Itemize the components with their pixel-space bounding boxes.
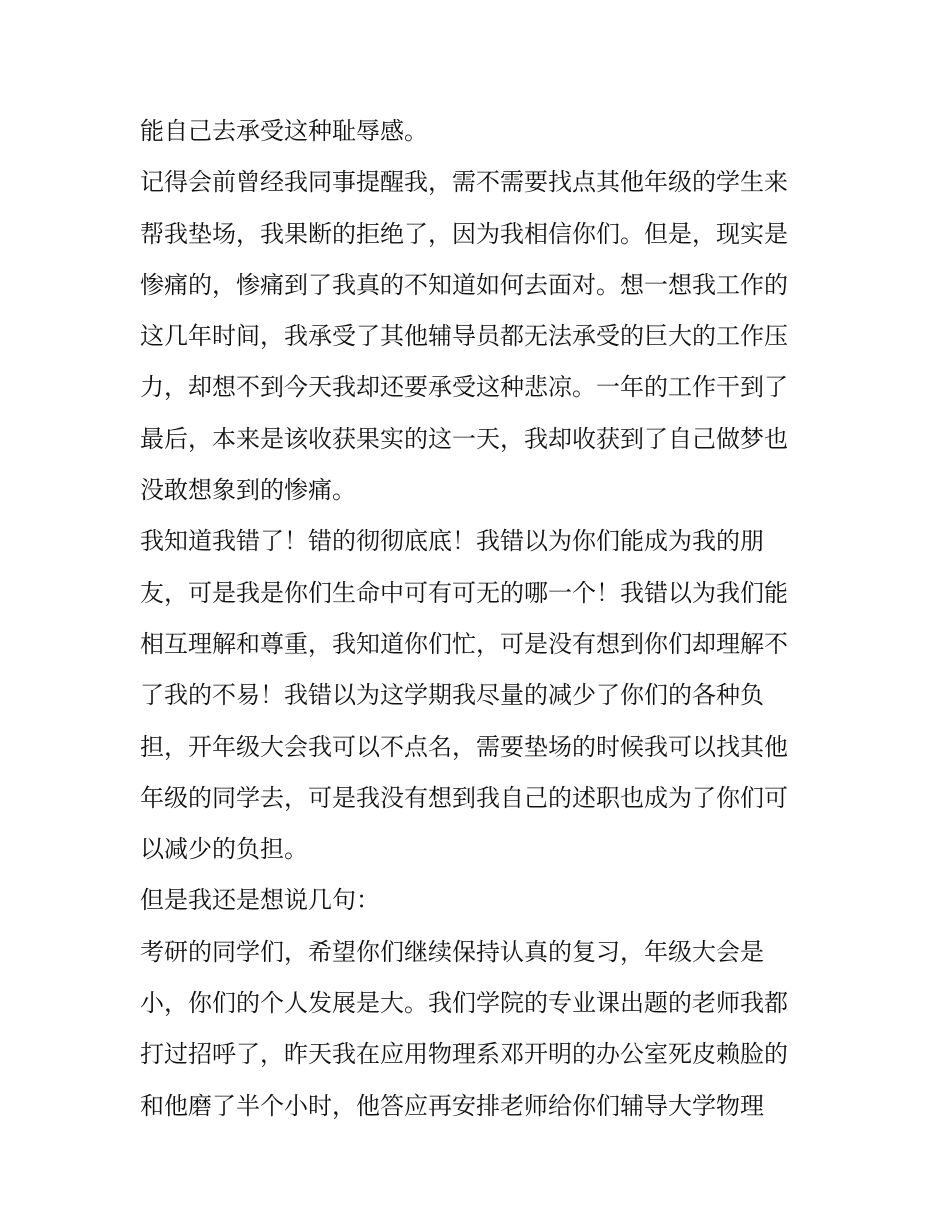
- document-body: [140, 106, 820, 1132]
- text-line: 能自己去承受这种耻辱感。: [140, 117, 428, 145]
- text-line: 力，却想不到今天我却还要承受这种悲凉。一年的工作干到了: [140, 373, 788, 402]
- text-line: 了我的不易！我错以为这学期我尽量的减少了你们的各种负: [140, 681, 764, 710]
- text-line: 最后，本来是该收获果实的这一天，我却收获到了自己做梦也: [140, 424, 788, 453]
- text-line: 小，你们的个人发展是大。我们学院的专业课出题的老师我都: [140, 989, 788, 1018]
- text-line: 记得会前曾经我同事提醒我，需不需要找点其他年级的学生来: [140, 168, 788, 197]
- text-line: 担，开年级大会我可以不点名，需要垫场的时候我可以找其他: [140, 732, 788, 761]
- text-line: 考研的同学们，希望你们继续保持认真的复习，年级大会是: [140, 937, 764, 966]
- text-line: 我知道我错了！错的彻彻底底！我错以为你们能成为我的朋: [140, 527, 764, 556]
- text-line: 友，可是我是你们生命中可有可无的哪一个！我错以为我们能: [140, 578, 788, 607]
- text-line: 打过招呼了，昨天我在应用物理系邓开明的办公室死皮赖脸的: [140, 1040, 788, 1069]
- text-line: 以减少的负担。: [140, 835, 308, 864]
- text-line: 和他磨了半个小时，他答应再安排老师给你们辅导大学物理: [140, 1091, 764, 1120]
- text-line: 帮我垫场，我果断的拒绝了，因为我相信你们。但是，现实是: [140, 219, 788, 248]
- text-line: 没敢想象到的惨痛。: [140, 476, 356, 505]
- text-line: 但是我还是想说几句：: [140, 886, 380, 915]
- text-line: 相互理解和尊重，我知道你们忙，可是没有想到你们却理解不: [140, 629, 788, 658]
- text-line: 年级的同学去，可是我没有想到我自己的述职也成为了你们可: [140, 783, 788, 812]
- text-line: 惨痛的，惨痛到了我真的不知道如何去面对。想一想我工作的: [140, 270, 788, 299]
- text-line: 这几年时间，我承受了其他辅导员都无法承受的巨大的工作压: [140, 322, 788, 351]
